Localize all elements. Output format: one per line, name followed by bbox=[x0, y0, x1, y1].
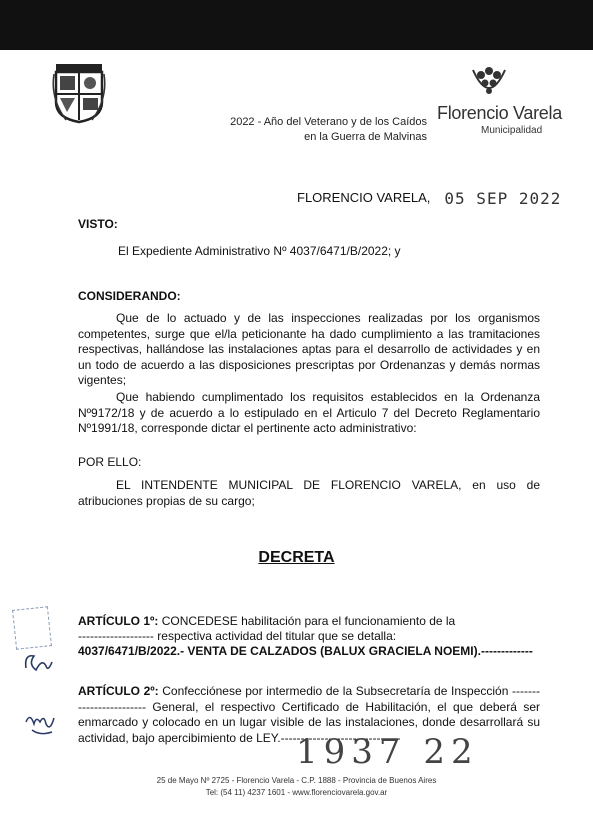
article-1-text-2: respectiva actividad del titular que se detalla: bbox=[157, 629, 397, 643]
article-2-text-1: Confecciónese por intermedio de la Subsecretaría de Inspección bbox=[162, 684, 509, 698]
article-2-label: ARTÍCULO 2º: bbox=[78, 684, 159, 698]
article-1-dashes: ------------------- bbox=[78, 629, 154, 643]
considerando-paragraph-1: Que de lo actuado y de las inspecciones realizadas por los organismos competentes, surge que el/la peticionante ha dado cumplimiento a las tramitaciones respectivas, hallándose las instalaciones aptas para el desarrollo de actividades y en un todo de acuerdo a las disposiciones prescriptas por Ordenanzas y demás normas vigentes; bbox=[78, 311, 540, 387]
article-1-detail: 4037/6471/B/2022.- VENTA DE CALZADOS (BALUX GRACIELA NOEMI).------------- bbox=[78, 644, 533, 658]
date-place: FLORENCIO VARELA, bbox=[297, 190, 431, 205]
article-2-text-2: General, el respectivo Certificado de Habilitación, el que deberá ser enmarcado y colocado en un lugar visible de las instalaciones, donde desarrollará su actividad, bajo apercibimiento de LEY.------------------------------ bbox=[78, 699, 540, 745]
article-2-dashes: ------------------------ bbox=[78, 684, 540, 714]
year-line-1: 2022 - Año del Veterano y de los Caídos bbox=[230, 116, 427, 128]
handwritten-initials-1 bbox=[22, 648, 56, 678]
decreta-heading: DECRETA bbox=[258, 549, 335, 566]
article-1-label: ARTÍCULO 1º: bbox=[78, 614, 159, 628]
considerando-heading: CONSIDERANDO: bbox=[78, 289, 181, 303]
visto-heading: VISTO: bbox=[78, 217, 118, 231]
footer-contact: Tel: (54 11) 4237 1601 - www.florenciovarela.gov.ar bbox=[205, 788, 388, 797]
footer-address: 25 de Mayo Nº 2725 - Florencio Varela - C.P. 1888 - Provincia de Buenos Aires bbox=[156, 776, 437, 785]
municipality-subtitle: Municipalidad bbox=[481, 125, 543, 136]
intendente-paragraph: EL INTENDENTE MUNICIPAL DE FLORENCIO VARELA, en uso de atribuciones propias de su cargo; bbox=[78, 478, 540, 508]
date-stamp: 05 SEP 2022 bbox=[444, 189, 562, 208]
municipal-crest-icon bbox=[50, 62, 108, 124]
por-ello-heading: POR ELLO: bbox=[78, 455, 142, 469]
scan-top-border bbox=[0, 0, 593, 50]
year-line-2: en la Guerra de Malvinas bbox=[304, 131, 427, 143]
handwritten-initials-2 bbox=[24, 708, 58, 738]
municipality-name: Florencio Varela bbox=[437, 103, 562, 123]
margin-stamp bbox=[12, 606, 52, 650]
article-1-line-1 bbox=[78, 614, 540, 630]
date-line bbox=[297, 187, 561, 206]
expediente-text: El Expediente Administrativo Nº 4037/6471/B/2022; y bbox=[118, 244, 401, 258]
article-1-line-2 bbox=[78, 629, 540, 645]
decree-number-stamp: 1937 22 bbox=[296, 732, 479, 772]
considerando-paragraph-2: Que habiendo cumplimentado los requisitos establecidos en la Ordenanza Nº9172/18 y de acuerdo a lo estipulado en el Articulo 7 del Decreto Reglamentario Nº1991/18, corresponde dictar el pertinente acto administrativo: bbox=[78, 390, 540, 435]
florencio-varela-logo-icon bbox=[469, 66, 509, 102]
article-1-text-1: CONCEDESE habilitación para el funcionamiento de la bbox=[161, 614, 456, 628]
commemorative-year-text bbox=[215, 115, 427, 145]
